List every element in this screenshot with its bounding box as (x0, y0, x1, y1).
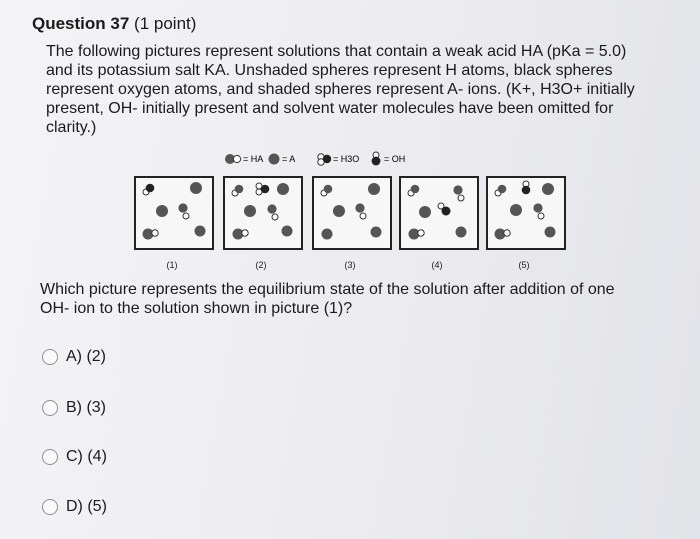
a-ion (195, 226, 206, 237)
a-ion (368, 183, 380, 195)
ha-molecule (143, 229, 159, 240)
oh-ion (522, 181, 531, 194)
option-value: (2) (86, 348, 107, 365)
a-ion (419, 206, 431, 218)
question-points: (1 point) (134, 14, 197, 33)
ha-legend-icon (225, 154, 241, 164)
ha-molecule (178, 203, 189, 219)
a-ion (244, 205, 256, 217)
a-ion (190, 182, 202, 194)
a-ion (322, 229, 333, 240)
ha-molecule (355, 203, 366, 219)
option-letter: C) (66, 448, 83, 465)
picture-label-1: (1) (166, 260, 178, 270)
option-letter: D) (66, 498, 83, 515)
picture-label-5: (5) (518, 260, 530, 270)
ha-molecule (533, 203, 544, 219)
option-value: (4) (87, 448, 107, 465)
legend (224, 150, 474, 166)
a-ion (545, 227, 556, 238)
legend-h3o: = H3O (333, 154, 360, 164)
a-ion (333, 205, 345, 217)
picture-3 (312, 176, 392, 250)
radio-button[interactable] (42, 349, 58, 365)
ha-molecule (495, 229, 511, 240)
option-letter: B) (66, 399, 82, 416)
a-ion (156, 205, 168, 217)
question-header (32, 14, 196, 34)
oh-legend-icon (372, 152, 381, 165)
radio-button[interactable] (42, 400, 58, 416)
ha-molecule (143, 184, 154, 195)
picture-2 (223, 176, 303, 250)
h3o-ion (256, 183, 269, 195)
question-number: Question 37 (32, 14, 130, 33)
radio-button[interactable] (42, 499, 58, 515)
legend-oh: = OH (384, 154, 406, 164)
option-value: (5) (87, 498, 107, 515)
a-ion (510, 204, 522, 216)
a-ion (542, 183, 554, 195)
ha-molecule (453, 185, 464, 201)
picture-5 (486, 176, 566, 250)
oh-ion (438, 203, 451, 216)
picture-label-2: (2) (255, 260, 267, 270)
legend-a: = A (282, 154, 296, 164)
figure (134, 148, 564, 272)
option-a[interactable] (42, 345, 106, 369)
a-ion (456, 227, 467, 238)
radio-button[interactable] (42, 449, 58, 465)
question-prompt: Which picture represents the equilibrium state of the solution after addition of one OH- ion to the solution shown in picture (1)? (40, 281, 615, 317)
ha-molecule (408, 185, 419, 196)
ha-molecule (233, 229, 249, 240)
question-text: The following pictures represent solutions that contain a weak acid HA (pKa = 5.0) and its potassium salt KA. Unshaded spheres represent H atoms, black spheres represent oxygen atoms, and shaded spheres represent A- ions. (K+, H3O+ initially present, OH- initially present and solvent water molecules have been omitted for clarity.) (46, 43, 635, 136)
option-b[interactable] (42, 396, 106, 420)
a-ion (277, 183, 289, 195)
ha-molecule (232, 185, 243, 196)
ha-molecule (495, 185, 506, 196)
h3o-legend-icon (318, 154, 331, 165)
a-ion (282, 226, 293, 237)
ha-molecule (267, 204, 278, 220)
a-ion (371, 227, 382, 238)
option-d[interactable] (42, 495, 107, 519)
ha-molecule (321, 185, 332, 196)
option-value: (3) (86, 399, 107, 416)
picture-1 (134, 176, 214, 250)
option-c[interactable] (42, 445, 107, 469)
option-letter: A) (66, 348, 82, 365)
legend-ha: = HA (243, 154, 264, 164)
picture-label-3: (3) (344, 260, 356, 270)
ha-molecule (409, 229, 425, 240)
a-ion-legend-icon (269, 154, 280, 165)
picture-label-4: (4) (431, 260, 443, 270)
picture-4 (399, 176, 479, 250)
